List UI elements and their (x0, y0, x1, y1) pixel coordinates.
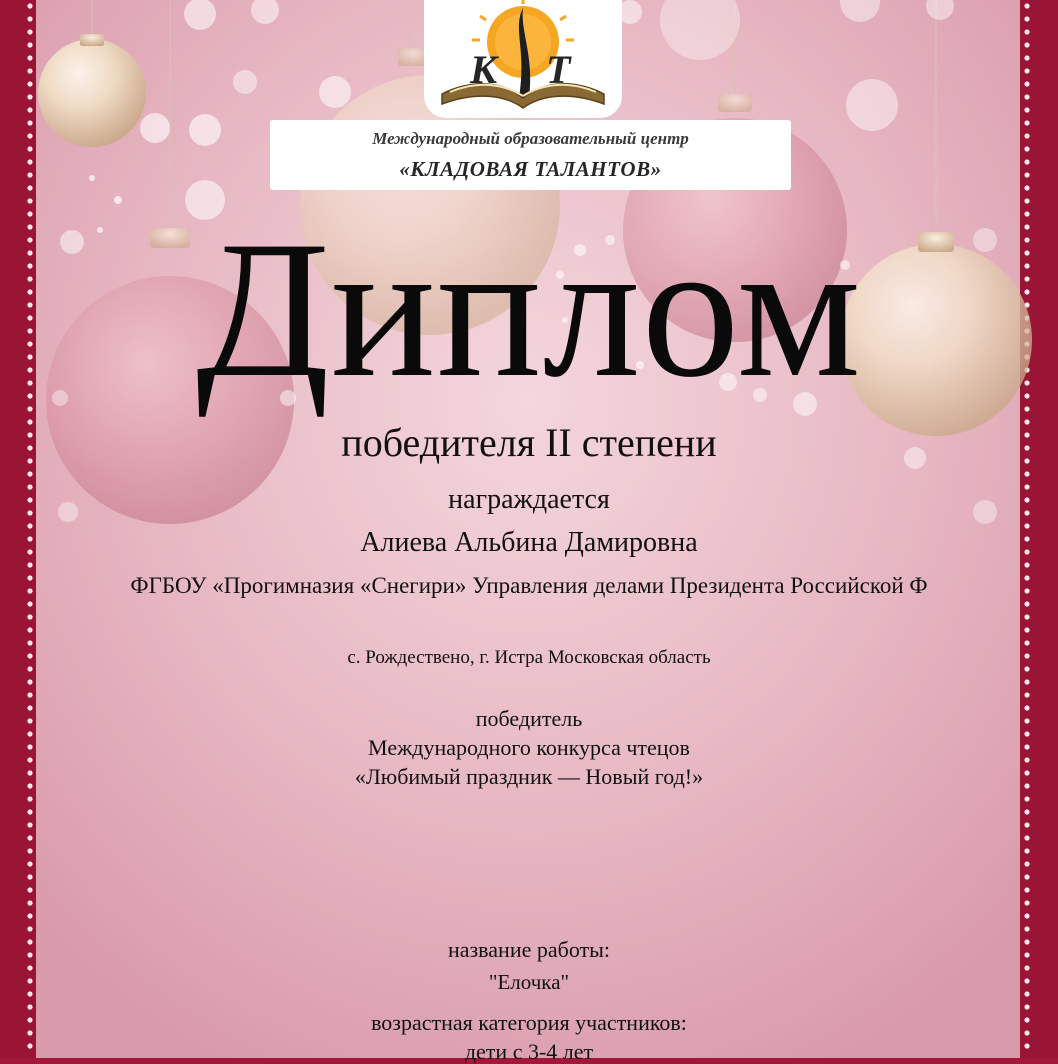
diploma-degree: победителя II степени (341, 420, 717, 465)
institution-name: ФГБОУ «Прогимназия «Снегири» Управления делами Президента Российской Ф (130, 573, 928, 598)
organization-subtitle: Международный образовательный центр (372, 129, 689, 148)
recipient-name: Алиева Альбина Дамировна (360, 527, 698, 558)
contest-line-1: Международного конкурса чтецов (368, 735, 690, 760)
organization-name: «КЛАДОВАЯ ТАЛАНТОВ» (399, 157, 662, 181)
winner-label: победитель (475, 706, 583, 731)
logo-letter-t: Т (546, 47, 571, 92)
logo-letter-k: К (470, 47, 498, 92)
work-title-label: название работы: (447, 937, 611, 962)
awarded-label: награждается (448, 484, 610, 515)
age-category-label: возрастная категория участников: (371, 1010, 687, 1035)
contest-line-2: «Любимый праздник — Новый год!» (354, 764, 704, 789)
age-category-value: дети с 3-4 лет (464, 1039, 594, 1064)
logo-card (424, 0, 622, 118)
organization-card (270, 120, 791, 190)
diploma-title: Диплом (196, 201, 862, 418)
location-text: с. Рождествено, г. Истра Московская область (347, 647, 711, 668)
work-title: "Елочка" (488, 970, 570, 994)
logo-book-sun-icon (424, 0, 622, 118)
